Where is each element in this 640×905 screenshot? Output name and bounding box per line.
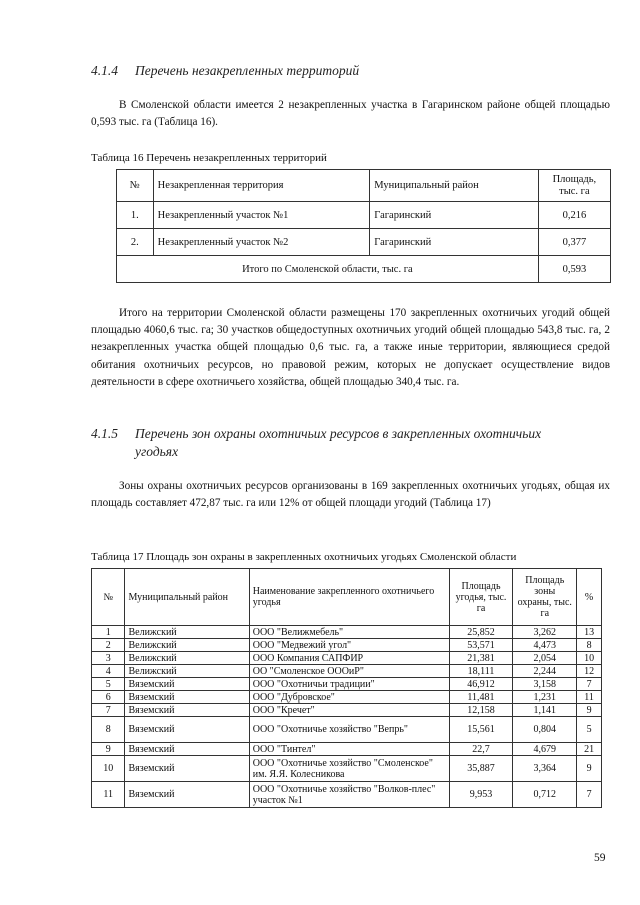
cell-district: Вяземский bbox=[125, 678, 249, 691]
total-value: 0,593 bbox=[538, 256, 610, 283]
table17 bbox=[91, 568, 602, 808]
cell-zone-area: 0,712 bbox=[513, 782, 577, 808]
cell-district: Вяземский bbox=[125, 756, 249, 782]
table17-body bbox=[92, 626, 602, 808]
table-row bbox=[92, 782, 602, 808]
cell-area: 18,111 bbox=[449, 665, 513, 678]
table-total-row bbox=[117, 256, 611, 283]
table-row bbox=[92, 717, 602, 743]
cell-percent: 12 bbox=[577, 665, 602, 678]
table17-caption: Таблица 17 Площадь зон охраны в закрепленных охотничьих угодьях Смоленской области bbox=[91, 551, 517, 563]
cell-number: 2 bbox=[92, 639, 125, 652]
header-cell: Наименование закрепленного охотничьего угодья bbox=[249, 569, 449, 626]
cell-area: 12,158 bbox=[449, 704, 513, 717]
cell-hunting-ground: ООО "Медвежий угол" bbox=[249, 639, 449, 652]
cell-district: Вяземский bbox=[125, 782, 249, 808]
header-cell: Муниципальный район bbox=[370, 170, 539, 202]
paragraph-protection-zones: Зоны охраны охотничьих ресурсов организованы в 169 закрепленных охотничьих угодьях, общая их площадь составляет 472,87 тыс. га или 12% от общей площади угодий (Таблица 17) bbox=[91, 480, 610, 510]
header-cell: № bbox=[117, 170, 154, 202]
table-row bbox=[92, 704, 602, 717]
section-title: Перечень незакрепленных территорий bbox=[135, 63, 360, 78]
cell-area: 21,381 bbox=[449, 652, 513, 665]
cell-percent: 7 bbox=[577, 782, 602, 808]
cell-number: 9 bbox=[92, 743, 125, 756]
table-row bbox=[92, 691, 602, 704]
cell-zone-area: 0,804 bbox=[513, 717, 577, 743]
cell-area: 9,953 bbox=[449, 782, 513, 808]
cell-hunting-ground: ООО "Тинтел" bbox=[249, 743, 449, 756]
cell-territory: Незакрепленный участок №2 bbox=[153, 229, 370, 256]
total-label: Итого по Смоленской области, тыс. га bbox=[117, 256, 539, 283]
table-row bbox=[92, 626, 602, 639]
cell-district: Вяземский bbox=[125, 704, 249, 717]
cell-zone-area: 1,231 bbox=[513, 691, 577, 704]
cell-number: 8 bbox=[92, 717, 125, 743]
section-title-line2: угодьях bbox=[135, 444, 179, 459]
cell-percent: 8 bbox=[577, 639, 602, 652]
cell-number: 3 bbox=[92, 652, 125, 665]
cell-area: 53,571 bbox=[449, 639, 513, 652]
cell-area: 46,912 bbox=[449, 678, 513, 691]
cell-number: 11 bbox=[92, 782, 125, 808]
cell-hunting-ground: ООО "Охотничье хозяйство "Вепрь" bbox=[249, 717, 449, 743]
cell-hunting-ground: ООО "Охотничье хозяйство "Волков-плес" участок №1 bbox=[249, 782, 449, 808]
cell-zone-area: 3,364 bbox=[513, 756, 577, 782]
cell-percent: 7 bbox=[577, 678, 602, 691]
cell-area: 0,216 bbox=[538, 202, 610, 229]
cell-number: 1. bbox=[117, 202, 154, 229]
header-cell: Площадь угодья, тыс. га bbox=[449, 569, 513, 626]
table-row bbox=[92, 639, 602, 652]
cell-hunting-ground: ООО Компания САПФИР bbox=[249, 652, 449, 665]
cell-hunting-ground: ООО "Охотничьи традиции" bbox=[249, 678, 449, 691]
cell-number: 2. bbox=[117, 229, 154, 256]
cell-hunting-ground: ОО "Смоленское ОООиР" bbox=[249, 665, 449, 678]
table16 bbox=[116, 169, 611, 283]
cell-zone-area: 2,244 bbox=[513, 665, 577, 678]
cell-hunting-ground: ООО "Кречет" bbox=[249, 704, 449, 717]
cell-zone-area: 3,158 bbox=[513, 678, 577, 691]
cell-district: Вяземский bbox=[125, 717, 249, 743]
table-row bbox=[117, 229, 611, 256]
cell-district: Велижский bbox=[125, 639, 249, 652]
cell-percent: 10 bbox=[577, 652, 602, 665]
cell-area: 25,852 bbox=[449, 626, 513, 639]
cell-number: 5 bbox=[92, 678, 125, 691]
cell-percent: 5 bbox=[577, 717, 602, 743]
cell-area: 0,377 bbox=[538, 229, 610, 256]
cell-hunting-ground: ООО "Охотничье хозяйство "Смоленское" им. Я.Я. Колесникова bbox=[249, 756, 449, 782]
section-4-1-4-heading bbox=[91, 63, 359, 79]
page-number: 59 bbox=[594, 852, 606, 864]
cell-district: Велижский bbox=[125, 652, 249, 665]
cell-percent: 11 bbox=[577, 691, 602, 704]
section-number: 4.1.5 bbox=[91, 426, 118, 441]
table-header-row bbox=[92, 569, 602, 626]
cell-number: 7 bbox=[92, 704, 125, 717]
header-cell: Площадь зоны охраны, тыс. га bbox=[513, 569, 577, 626]
cell-zone-area: 3,262 bbox=[513, 626, 577, 639]
cell-district: Гагаринский bbox=[370, 229, 539, 256]
cell-zone-area: 1,141 bbox=[513, 704, 577, 717]
header-cell: Муниципальный район bbox=[125, 569, 249, 626]
cell-zone-area: 4,473 bbox=[513, 639, 577, 652]
header-cell: % bbox=[577, 569, 602, 626]
cell-percent: 9 bbox=[577, 704, 602, 717]
cell-hunting-ground: ООО "Велижмебель" bbox=[249, 626, 449, 639]
cell-number: 1 bbox=[92, 626, 125, 639]
cell-area: 11,481 bbox=[449, 691, 513, 704]
table-row bbox=[117, 202, 611, 229]
cell-territory: Незакрепленный участок №1 bbox=[153, 202, 370, 229]
cell-area: 22,7 bbox=[449, 743, 513, 756]
header-cell: Незакрепленная территория bbox=[153, 170, 370, 202]
cell-hunting-ground: ООО "Дубровское" bbox=[249, 691, 449, 704]
section-number: 4.1.4 bbox=[91, 63, 118, 78]
cell-district: Вяземский bbox=[125, 691, 249, 704]
cell-number: 6 bbox=[92, 691, 125, 704]
cell-number: 4 bbox=[92, 665, 125, 678]
paragraph-unassigned-areas: В Смоленской области имеется 2 незакрепленных участка в Гагаринском районе общей площадью 0,593 тыс. га (Таблица 16). bbox=[91, 99, 610, 129]
paragraph-totals: Итого на территории Смоленской области размещены 170 закрепленных охотничьих угодий общей площадью 4060,6 тыс. га; 30 участков общедоступных охотничьих угодий общей площадью 543,8 тыс. га, 2 незакрепленных участка общей площадью 0,6 тыс. га, а также иные территории, являющиеся средой обитания охотничьих ресурсов, но правовой режим, которых не допускает осуществление видов деятельности в сфере охотничьего хозяйства, общей площадью 340,4 тыс. га. bbox=[91, 307, 610, 388]
cell-district: Вяземский bbox=[125, 743, 249, 756]
cell-percent: 13 bbox=[577, 626, 602, 639]
cell-percent: 9 bbox=[577, 756, 602, 782]
table-row bbox=[92, 678, 602, 691]
cell-area: 15,561 bbox=[449, 717, 513, 743]
section-title-line1: Перечень зон охраны охотничьих ресурсов в закрепленных охотничьих bbox=[135, 426, 542, 441]
cell-zone-area: 4,679 bbox=[513, 743, 577, 756]
cell-zone-area: 2,054 bbox=[513, 652, 577, 665]
cell-number: 10 bbox=[92, 756, 125, 782]
table-row bbox=[92, 743, 602, 756]
cell-percent: 21 bbox=[577, 743, 602, 756]
table-row bbox=[92, 756, 602, 782]
cell-district: Велижский bbox=[125, 626, 249, 639]
table-row bbox=[92, 652, 602, 665]
table-row bbox=[92, 665, 602, 678]
cell-district: Велижский bbox=[125, 665, 249, 678]
table-header-row bbox=[117, 170, 611, 202]
cell-area: 35,887 bbox=[449, 756, 513, 782]
header-cell: Площадь, тыс. га bbox=[538, 170, 610, 202]
cell-district: Гагаринский bbox=[370, 202, 539, 229]
header-cell: № bbox=[92, 569, 125, 626]
section-4-1-5-heading bbox=[91, 425, 541, 461]
table16-caption: Таблица 16 Перечень незакрепленных территорий bbox=[91, 152, 327, 164]
